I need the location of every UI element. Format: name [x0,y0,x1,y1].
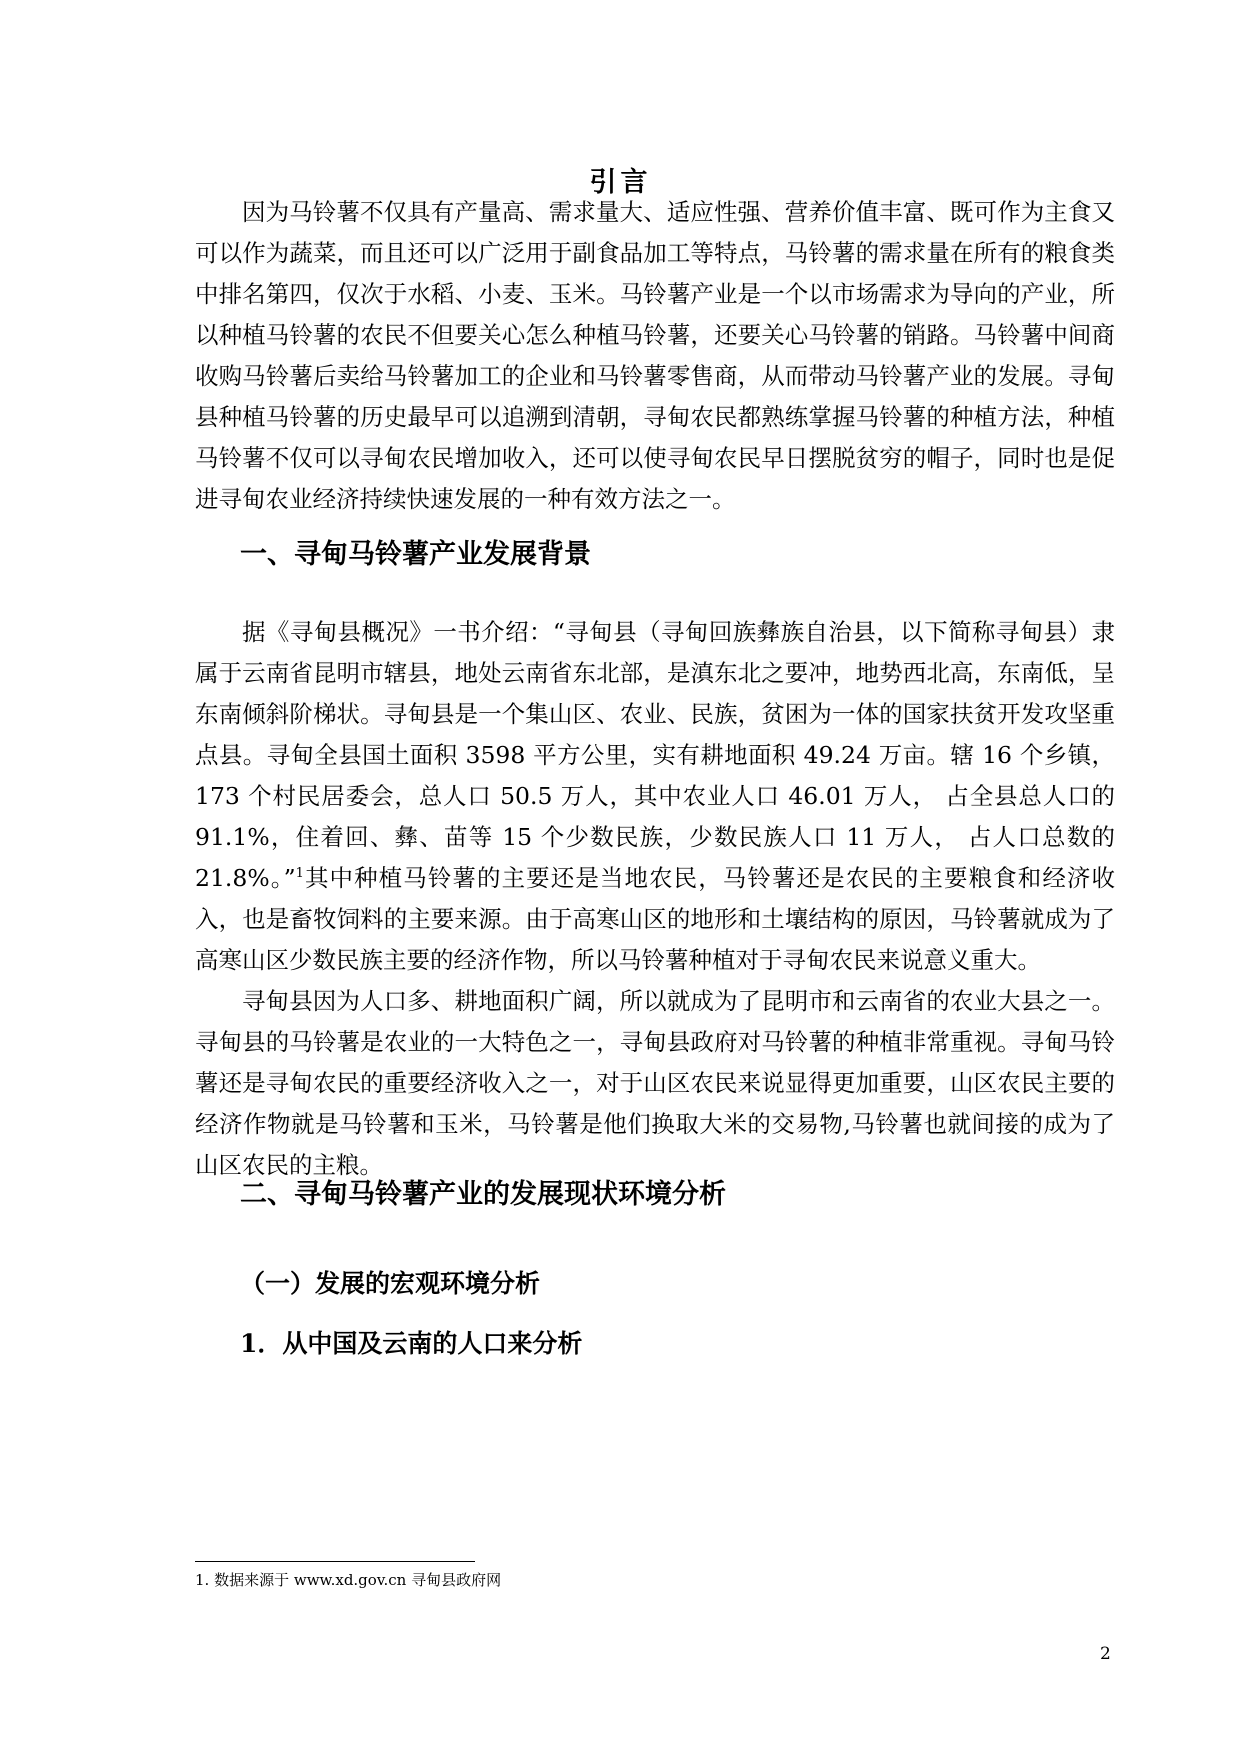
intro-section [195,192,1115,520]
section-1-body [195,612,1115,1186]
footnote: 1. 数据来源于 www.xd.gov.cn 寻甸县政府网 [195,1571,502,1589]
section-1-paragraph-1-text: 据《寻甸县概况》一书介绍：“寻甸县（寻甸回族彝族自治县，以下简称寻甸县）隶属于云南省昆明市辖县，地处云南省东北部，是滇东北之要冲，地势西北高，东南低，呈东南倾斜阶梯状。寻甸县是一个集山区、农业、民族，贫困为一体的国家扶贫开发攻坚重点县。寻甸全县国土面积 3598 平方公里，实有耕地面积 49.24 万亩。辖 16 个乡镇，173 个村民居委会，总人口 50.5 万人，其中农业人口 46.01 万人， 占全县总人口的91.1%，住着回、彝、苗等 15 个少数民族，少数民族人口 11 万人， 占人口总数的21.8%。” [195,618,1115,892]
footnote-reference-mark: 1 [295,866,304,882]
section-1-heading: 一、寻甸马铃薯产业发展背景 [240,539,591,570]
section-2-heading: 二、寻甸马铃薯产业的发展现状环境分析 [240,1179,726,1210]
intro-paragraph: 因为马铃薯不仅具有产量高、需求量大、适应性强、营养价值丰富、既可作为主食又可以作为蔬菜，而且还可以广泛用于副食品加工等特点，马铃薯的需求量在所有的粮食类中排名第四，仅次于水稻、小麦、玉米。马铃薯产业是一个以市场需求为导向的产业，所以种植马铃薯的农民不但要关心怎么种植马铃薯，还要关心马铃薯的销路。马铃薯中间商收购马铃薯后卖给马铃薯加工的企业和马铃薯零售商，从而带动马铃薯产业的发展。寻甸县种植马铃薯的历史最早可以追溯到清朝，寻甸农民都熟练掌握马铃薯的种植方法，种植马铃薯不仅可以寻甸农民增加收入，还可以使寻甸农民早日摆脱贫穷的帽子，同时也是促进寻甸农业经济持续快速发展的一种有效方法之一。 [195,198,1115,513]
section-1-paragraph-1 [195,612,1115,981]
section-2-subheading: （一）发展的宏观环境分析 [240,1269,541,1298]
page-title: 引言 [589,167,652,198]
section-2-subsubheading: 1．从中国及云南的人口来分析 [240,1329,583,1358]
section-1-paragraph-2: 寻甸县因为人口多、耕地面积广阔，所以就成为了昆明市和云南省的农业大县之一。寻甸县的马铃薯是农业的一大特色之一，寻甸县政府对马铃薯的种植非常重视。寻甸马铃薯还是寻甸农民的重要经济收入之一，对于山区农民来说显得更加重要，山区农民主要的经济作物就是马铃薯和玉米，马铃薯是他们换取大米的交易物,马铃薯也就间接的成为了山区农民的主粮。 [195,987,1116,1179]
footnote-divider [195,1561,475,1562]
section-1-paragraph-1-continuation: 其中种植马铃薯的主要还是当地农民，马铃薯还是农民的主要粮食和经济收入，也是畜牧饲料的主要来源。由于高寒山区的地形和土壤结构的原因，马铃薯就成为了高寒山区少数民族主要的经济作物，所以马铃薯种植对于寻甸农民来说意义重大。 [195,864,1115,974]
page-number: 2 [1100,1644,1111,1664]
